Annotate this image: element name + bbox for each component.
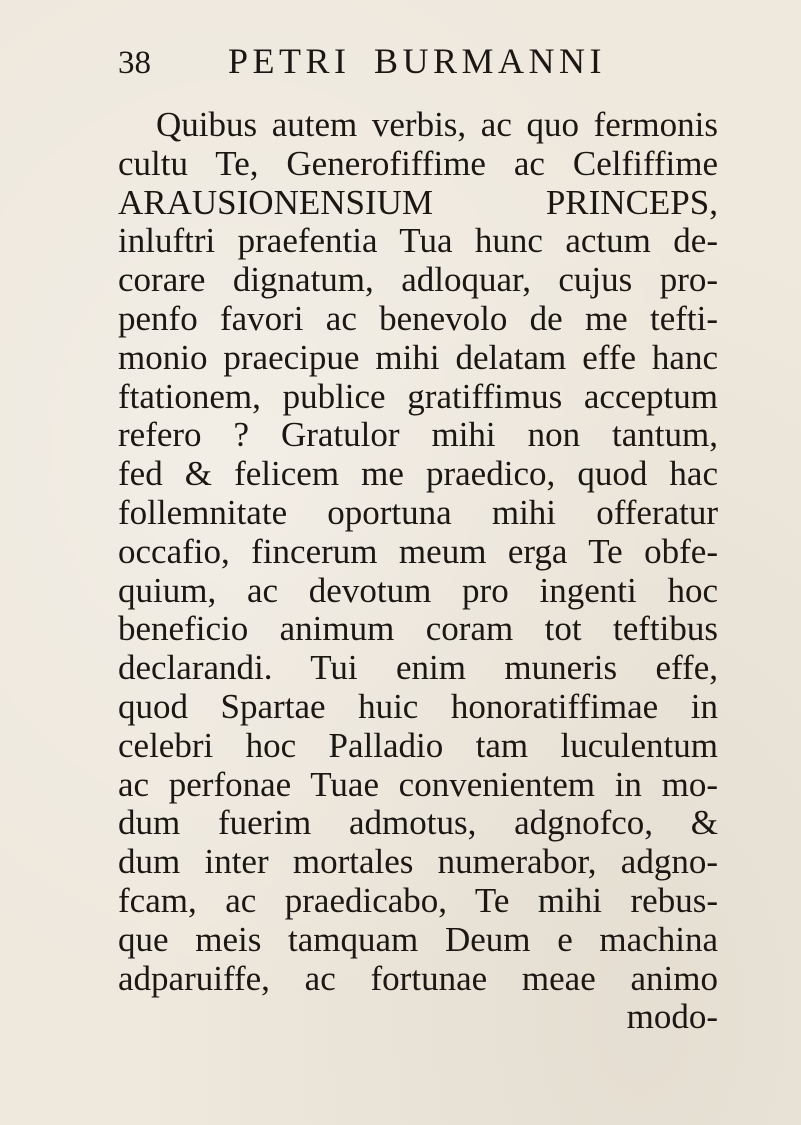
text-line: occafio, fincerum meum erga Te obfe- <box>118 531 718 571</box>
text-line: follemnitate oportuna mihi offeratur <box>118 492 718 532</box>
text-line: dum fuerim admotus, adgnofco, & <box>118 803 718 843</box>
body-text <box>118 106 718 1037</box>
text-line: celebri hoc Palladio tam luculentum <box>118 725 718 765</box>
text-line: adparuiffe, ac fortunae meae animo <box>118 958 718 998</box>
text-line: ac perfonae Tuae convenientem in mo- <box>118 764 718 804</box>
text-line: monio praecipue mihi delatam effe hanc <box>118 337 718 377</box>
text-line: quium, ac devotum pro ingenti hoc <box>118 570 718 610</box>
running-head <box>118 40 606 84</box>
text-line: refero ? Gratulor mihi non tantum, <box>118 415 718 455</box>
text-line: declarandi. Tui enim muneris effe, <box>118 648 718 688</box>
text-line: dum inter mortales numerabor, adgno- <box>118 842 718 882</box>
catchword: modo- <box>626 997 718 1037</box>
text-line: que meis tamquam Deum e machina <box>118 919 718 959</box>
running-title: PETRI BURMANNI <box>228 41 607 81</box>
page-number: 38 <box>118 45 151 81</box>
text-line: quod Spartae huic honoratiffimae in <box>118 686 718 726</box>
text-line: inluftri praefentia Tua hunc actum de- <box>118 221 718 261</box>
text-line: Quibus autem verbis, ac quo fermonis <box>156 105 718 144</box>
text-line: fcam, ac praedicabo, Te mihi rebus- <box>118 880 718 920</box>
text-line: beneficio animum coram tot teftibus <box>118 609 718 649</box>
text-line: cultu Te, Generofiffime ac Celfiffime <box>118 143 718 183</box>
text-line: penfo favori ac benevolo de me tefti- <box>118 298 718 338</box>
text-line: ARAUSIONENSIUM PRINCEPS, <box>118 182 718 222</box>
text-line: corare dignatum, adloquar, cujus pro- <box>118 260 718 300</box>
text-line: fed & felicem me praedico, quod hac <box>118 454 718 494</box>
text-line: ftationem, publice gratiffimus acceptum <box>118 376 718 416</box>
